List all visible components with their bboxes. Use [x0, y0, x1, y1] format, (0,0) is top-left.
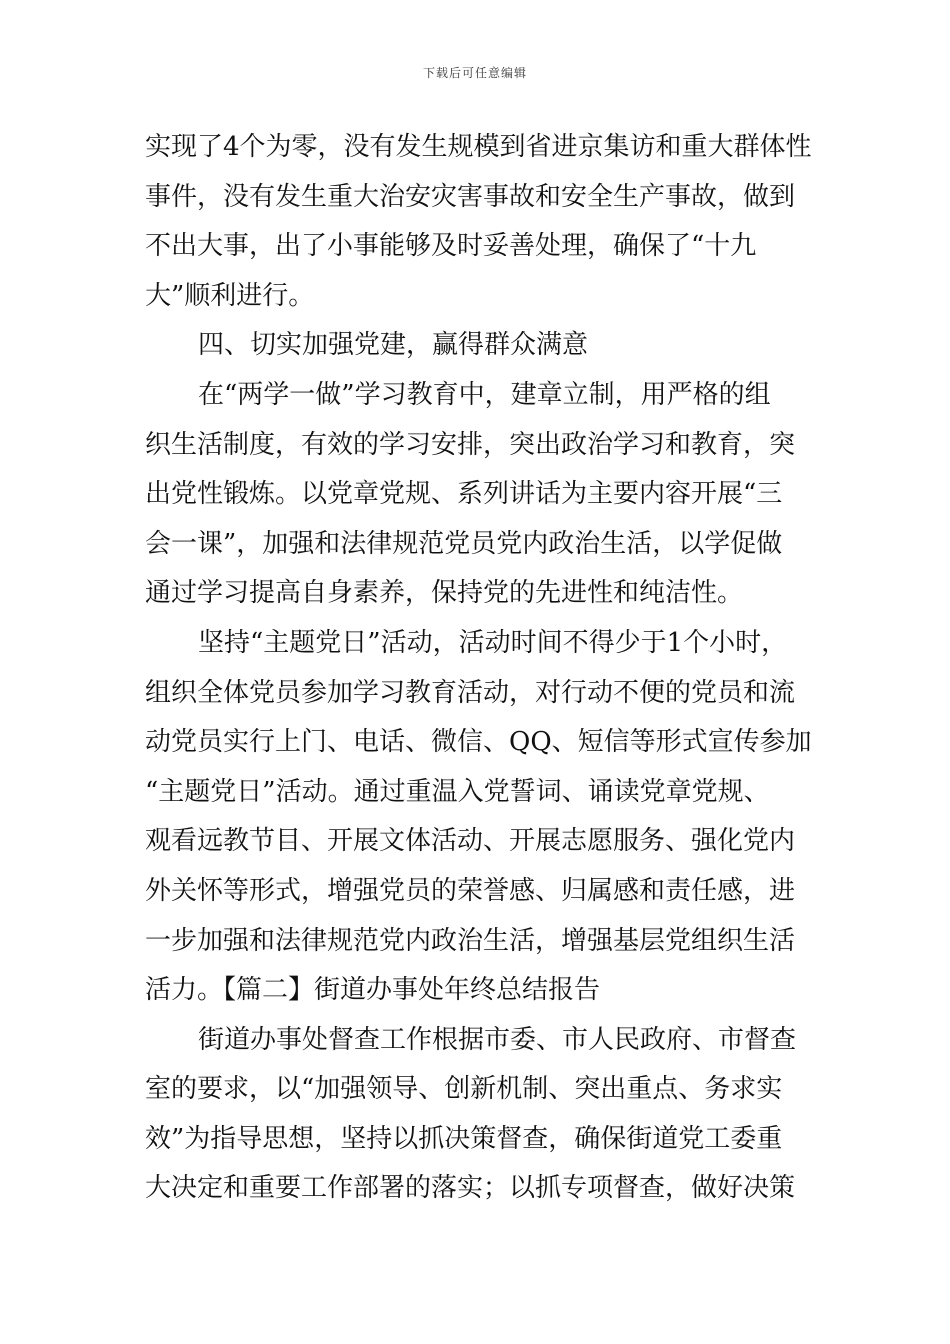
- text-line: 大决定和重要工作部署的落实；以抓专项督查，做好决策: [145, 1173, 796, 1204]
- text-line: 街道办事处督查工作根据市委、市人民政府、市督查: [198, 1024, 797, 1055]
- document-body: [145, 123, 810, 1214]
- text-line: 观看远教节目、开展文体活动、开展志愿服务、强化党内: [145, 826, 796, 857]
- text-line: 组织全体党员参加学习教育活动，对行动不便的党员和流: [145, 677, 796, 708]
- text-line: 室的要求，以“加强领导、创新机制、突出重点、务求实: [145, 1074, 783, 1105]
- text-line: 外关怀等形式，增强党员的荣誉感、归属感和责任感，进: [145, 875, 796, 906]
- text-line: 织生活制度，有效的学习安排，突出政治学习和教育，突: [145, 429, 796, 460]
- text-line: 大”顺利进行。: [145, 280, 315, 311]
- text-line: 动党员实行上门、电话、微信、QQ、短信等形式宣传参加: [145, 727, 812, 758]
- text-line: 坚持“主题党日”活动，活动时间不得少于1个小时，: [198, 627, 788, 658]
- text-line: 出党性锻炼。以党章党规、系列讲话为主要内容开展“三: [145, 479, 783, 510]
- text-line: 会一课”，加强和法律规范党员党内政治生活，以学促做: [145, 528, 783, 559]
- text-line: 效”为指导思想，坚持以抓决策督查，确保街道党工委重: [145, 1123, 783, 1154]
- text-line: 一步加强和法律规范党内政治生活，增强基层党组织生活: [145, 925, 796, 956]
- text-line: 事件，没有发生重大治安灾害事故和安全生产事故，做到: [145, 181, 796, 212]
- page-header: 下载后可任意编辑: [422, 66, 527, 80]
- text-line: 不出大事，出了小事能够及时妥善处理，确保了“十九: [145, 231, 757, 262]
- text-line: 通过学习提高自身素养，保持党的先进性和纯洁性。: [145, 578, 744, 609]
- text-line: 活力。【篇二】街道办事处年终总结报告: [145, 975, 601, 1006]
- section-heading: 四、切实加强党建，赢得群众满意: [198, 330, 589, 361]
- text-line: 在“两学一做”学习教育中，建章立制，用严格的组: [198, 379, 771, 410]
- text-line: “主题党日”活动。通过重温入党誓词、诵读党章党规、: [145, 776, 770, 807]
- text-line: 实现了4个为零，没有发生规模到省进京集访和重大群体性: [145, 132, 812, 162]
